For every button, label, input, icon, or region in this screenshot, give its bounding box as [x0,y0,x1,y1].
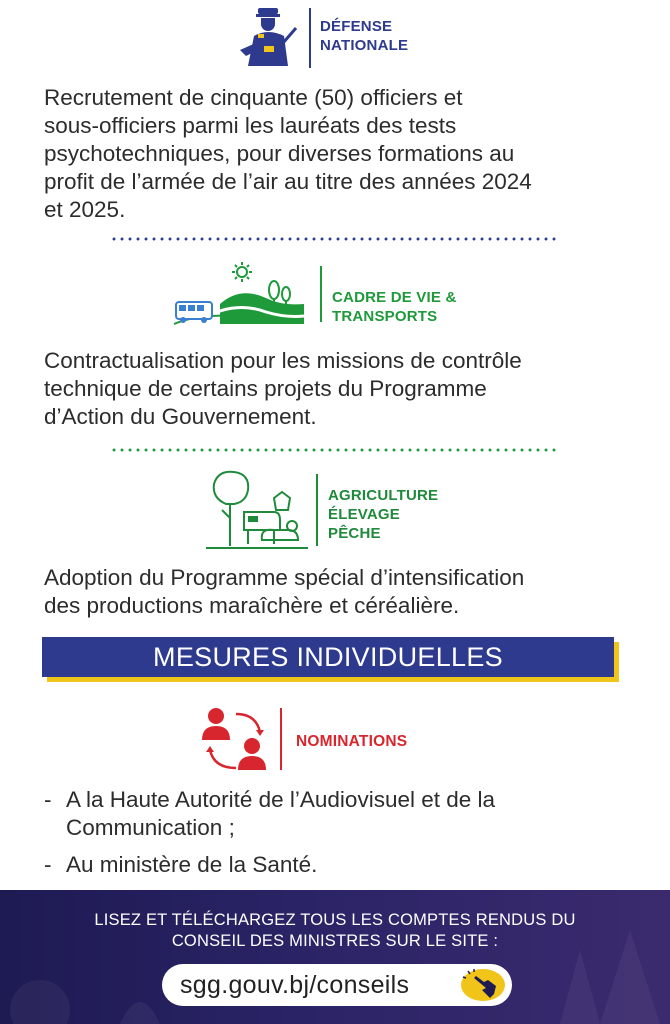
farm-animals-icon [204,468,310,552]
category-label-line2: TRANSPORTS [332,308,438,325]
text-line: technique de certains projets du Programme [44,376,487,401]
footer-line: CONSEIL DES MINISTRES SUR LE SITE : [171,932,499,950]
list-dash: - [44,852,52,877]
agriculture-header [204,468,484,552]
list-item-line: Au ministère de la Santé. [66,852,318,877]
footer-line: LISEZ ET TÉLÉCHARGEZ TOUS LES COMPTES RENDUS DU [94,911,576,929]
list-dash: - [44,787,52,812]
category-label-line2: NATIONALE [320,37,409,54]
footer-message [20,910,650,952]
cadre-de-vie-description [44,347,644,431]
agriculture-description [44,564,644,620]
dotted-divider [110,237,560,241]
people-exchange-icon [200,704,272,774]
text-line: Adoption du Programme spécial d’intensification [44,565,525,590]
category-label-line1: AGRICULTURE [328,487,439,504]
list-item [44,786,644,842]
website-url: sgg.gouv.bj/conseils [180,971,410,999]
text-line: psychotechniques, pour diverses formations au [44,141,515,166]
list-item-line: A la Haute Autorité de l’Audiovisuel et de la [66,787,496,812]
defense-header [230,6,450,70]
category-label-line1: DÉFENSE [320,18,393,35]
dotted-divider [110,448,560,452]
nominations-label: NOMINATIONS [296,733,408,750]
category-label-line2: ÉLEVAGE [328,506,400,523]
defense-description [44,84,644,224]
tap-hand-icon [460,968,506,1002]
category-label-line3: PÊCHE [328,525,381,542]
text-line: Recrutement de cinquante (50) officiers et [44,85,463,110]
text-line: des productions maraîchère et céréalière. [44,593,460,618]
text-line: et 2025. [44,197,126,222]
text-line: d’Action du Gouvernement. [44,404,317,429]
list-item [44,851,644,879]
text-line: sous-officiers parmi les lauréats des tests [44,113,457,138]
text-line: Contractualisation pour les missions de contrôle [44,348,522,373]
landscape-bus-icon [170,260,306,328]
list-item-line: Communication ; [66,815,235,840]
mesures-individuelles-banner: MESURES INDIVIDUELLES [42,637,614,677]
nominations-header [200,704,460,774]
soldier-icon [234,6,298,68]
cadre-de-vie-header [170,260,500,330]
category-label-line1: CADRE DE VIE & [332,289,457,306]
text-line: profit de l’armée de l’air au titre des années 2024 [44,169,532,194]
website-link[interactable] [162,964,512,1006]
